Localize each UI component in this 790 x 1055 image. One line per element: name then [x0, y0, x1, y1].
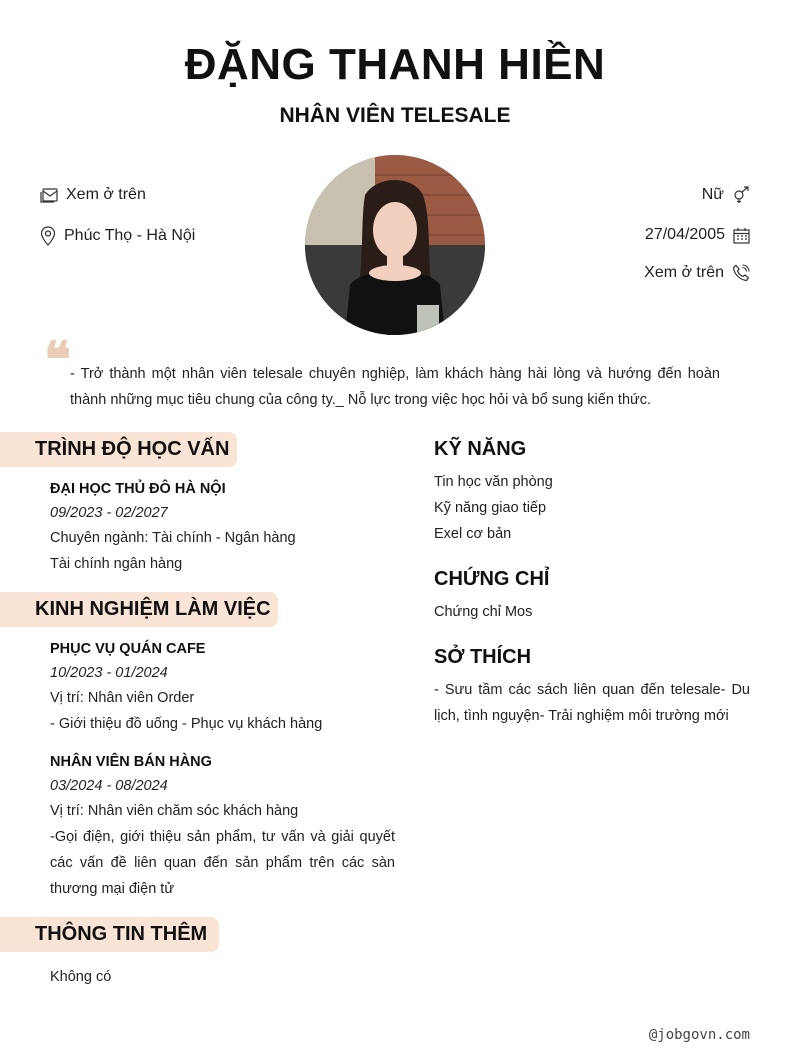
phone-row [644, 264, 750, 282]
profile-photo [305, 155, 485, 335]
skill-item: Kỹ năng giao tiếp [434, 500, 547, 516]
phone-icon [732, 264, 750, 282]
education-note: Tài chính ngân hàng [50, 556, 183, 572]
candidate-name: ĐẶNG THANH HIỀN [184, 40, 606, 89]
phone-value: Xem ở trên [644, 264, 724, 281]
certificate-item: Chứng chỉ Mos [434, 604, 533, 620]
education-date: 09/2023 - 02/2027 [50, 505, 168, 521]
email-icon [40, 187, 58, 203]
skill-item: Exel cơ bản [434, 526, 512, 542]
birthday-row [645, 226, 750, 244]
address-value: Phúc Thọ - Hà Nội [64, 227, 196, 244]
hobbies-heading: SỞ THÍCH [434, 646, 532, 668]
footer-watermark: @jobgovn.com [648, 1027, 750, 1043]
job-desc-1: - Giới thiệu đồ uống - Phục vụ khách hàng [50, 716, 323, 732]
experience-heading: KINH NGHIỆM LÀM VIỆC [0, 592, 278, 627]
career-objective: - Trở thành một nhân viên telesale chuyên nghiệp, làm khách hàng hài lòng và hướng đến hoàn thành những mục tiêu chung của công ty._ Nỗ lực trong việc học hỏi và bổ sung kiến thức. [70, 366, 720, 408]
skill-item: Tin học văn phòng [434, 474, 553, 490]
job-desc-2: -Gọi điện, giới thiệu sản phẩm, tư vấn và giải quyết các vấn đề liên quan đến sản phẩm trên các sàn thương mại điện tử [50, 829, 395, 897]
education-school: ĐẠI HỌC THỦ ĐÔ HÀ NỘI [50, 481, 226, 497]
hobbies-text: - Sưu tầm các sách liên quan đến telesale- Du lịch, tình nguyện- Trải nghiệm môi trường mới [434, 682, 750, 724]
education-major: Chuyên ngành: Tài chính - Ngân hàng [50, 530, 296, 546]
quote-icon: ❝ [44, 330, 71, 389]
job-title-1: PHỤC VỤ QUÁN CAFE [50, 641, 206, 657]
skills-heading: KỸ NĂNG [434, 438, 527, 460]
certificates-heading: CHỨNG CHỈ [434, 568, 550, 590]
job-title: NHÂN VIÊN TELESALE [279, 104, 511, 127]
gender-icon [732, 186, 750, 204]
email-value: Xem ở trên [66, 186, 146, 203]
gender-row [702, 186, 750, 204]
calendar-icon [733, 227, 750, 244]
job-role-1: Vị trí: Nhân viên Order [50, 690, 195, 706]
education-heading: TRÌNH ĐỘ HỌC VẤN [0, 432, 237, 467]
address-row [40, 226, 195, 246]
job-date-2: 03/2024 - 08/2024 [50, 778, 168, 794]
birthday-value: 27/04/2005 [644, 226, 725, 243]
gender-value: Nữ [701, 186, 724, 203]
job-title-2: NHÂN VIÊN BÁN HÀNG [50, 754, 212, 770]
extra-heading: THÔNG TIN THÊM [0, 917, 219, 952]
extra-text: Không có [50, 969, 112, 985]
job-date-1: 10/2023 - 01/2024 [50, 665, 168, 681]
email-row [40, 186, 146, 204]
job-role-2: Vị trí: Nhân viên chăm sóc khách hàng [50, 803, 299, 819]
location-icon [40, 226, 56, 246]
